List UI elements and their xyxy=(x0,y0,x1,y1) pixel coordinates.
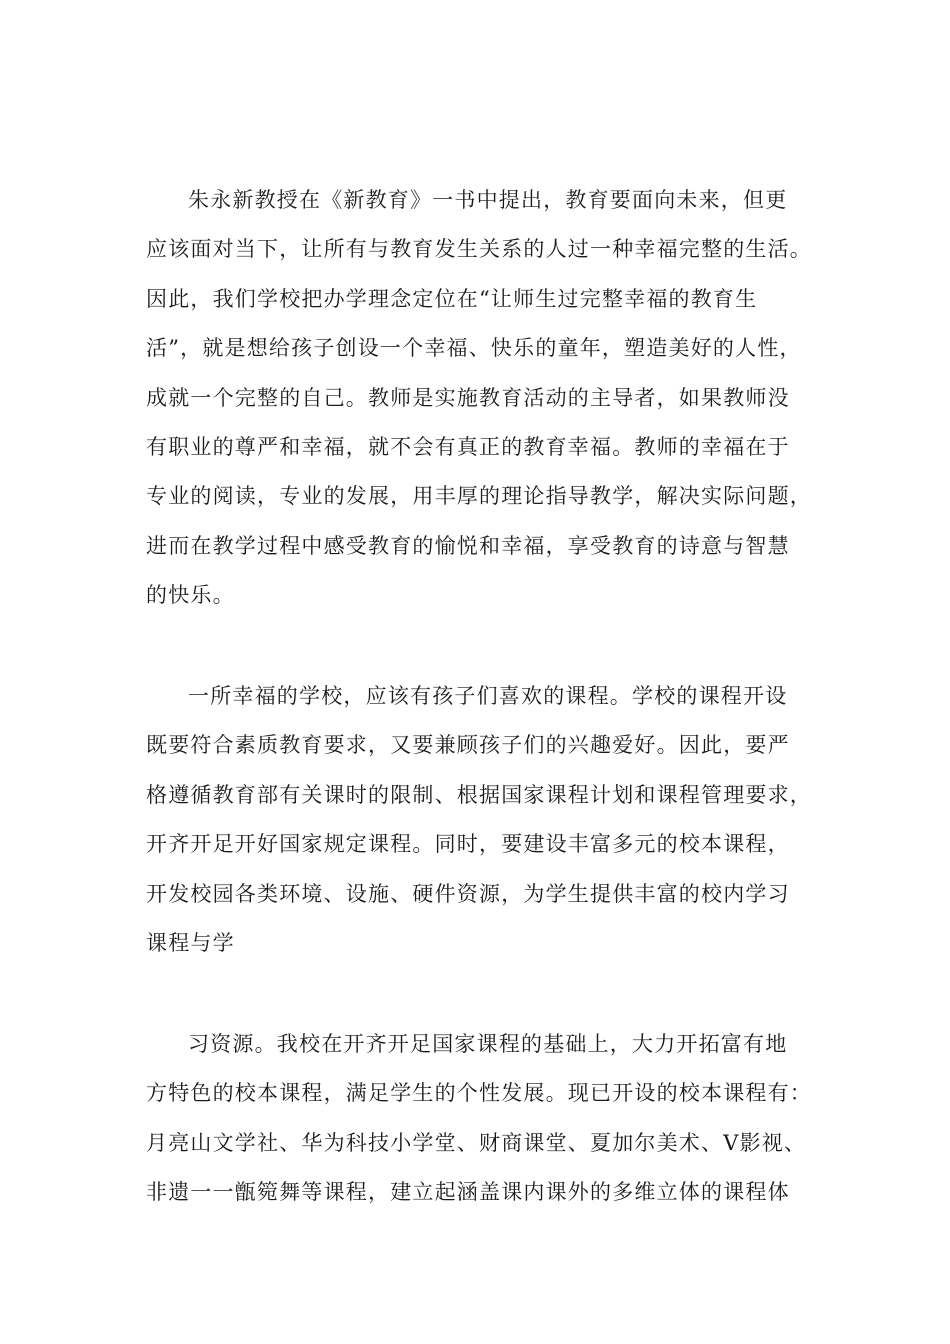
paragraph-line: 习资源。我校在开齐开足国家课程的基础上，大力开拓富有地 xyxy=(188,1032,788,1056)
paragraph-1 xyxy=(146,176,836,621)
paragraph-line: 开发校园各类环境、设施、硬件资源，为学生提供丰富的校内学习 xyxy=(146,881,790,906)
paragraph-line: 朱永新教授在《新教育》一书中提出，教育要面向未来，但更 xyxy=(188,188,788,212)
paragraph-line: 方特色的校本课程，满足学生的个性发展。现已开设的校本课程有： xyxy=(146,1081,812,1106)
paragraph-line: 一所幸福的学校，应该有孩子们喜欢的课程。学校的课程开设 xyxy=(188,684,788,708)
paragraph-line: 专业的阅读，专业的发展，用丰厚的理论指导教学，解决实际问题， xyxy=(146,484,812,509)
paragraph-line: 月亮山文学社、华为科技小学堂、财商课堂、夏加尔美术、V影视、 xyxy=(146,1130,807,1155)
paragraph-line: 的快乐。 xyxy=(146,583,235,608)
paragraph-line: 既要符合素质教育要求，又要兼顾孩子们的兴趣爱好。因此，要严 xyxy=(146,733,790,758)
paragraph-line: 活”，就是想给孩子创设一个幸福、快乐的童年，塑造美好的人性， xyxy=(146,336,802,361)
paragraph-2 xyxy=(146,672,836,968)
paragraph-line: 开齐开足开好国家规定课程。同时，要建设丰富多元的校本课程， xyxy=(146,832,790,857)
paragraph-line: 非遗一一甑箢舞等课程，建立起涵盖课内课外的多维立体的课程体 xyxy=(146,1180,790,1205)
paragraph-line: 课程与学 xyxy=(146,930,235,955)
paragraph-line: 应该面对当下，让所有与教育发生关系的人过一种幸福完整的生活。 xyxy=(146,237,812,262)
paragraph-line: 格遵循教育部有关课时的限制、根据国家课程计划和课程管理要求， xyxy=(146,782,812,807)
paragraph-line: 进而在教学过程中感受教育的愉悦和幸福，享受教育的诗意与智慧 xyxy=(146,533,790,558)
paragraph-3 xyxy=(146,1020,836,1218)
paragraph-line: 成就一个完整的自己。教师是实施教育活动的主导者，如果教师没 xyxy=(146,385,790,410)
paragraph-line: 有职业的尊严和幸福，就不会有真正的教育幸福。教师的幸福在于 xyxy=(146,434,790,459)
paragraph-line: 因此，我们学校把办学理念定位在“让师生过完整幸福的教育生 xyxy=(146,286,758,311)
